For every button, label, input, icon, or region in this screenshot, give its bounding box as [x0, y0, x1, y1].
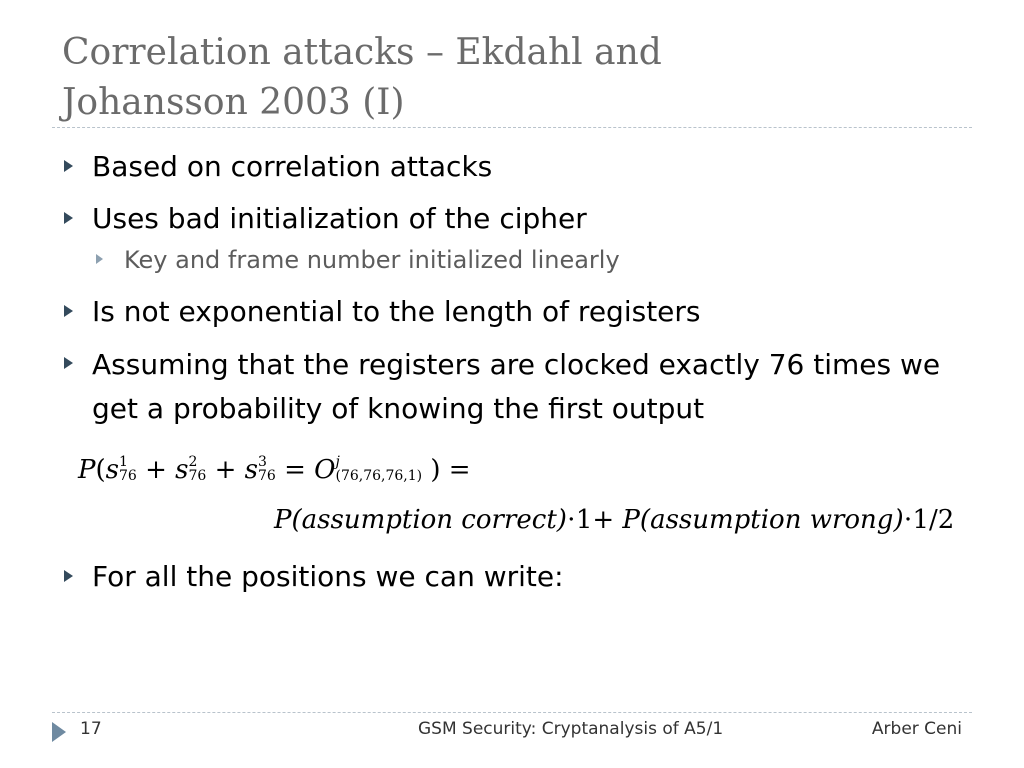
slide-title: Correlation attacks – Ekdahl and Johansson 2003 (I): [62, 32, 662, 123]
bullet-item: [62, 198, 962, 239]
math-symbol: s: [105, 455, 119, 485]
math-superscript: 2: [188, 454, 198, 470]
math-symbol: ⋅1+: [566, 505, 615, 535]
footer-author: Arber Ceni: [871, 719, 962, 739]
math-symbol: ⋅1/2: [903, 505, 955, 535]
math-symbol: =: [284, 455, 306, 485]
bullet-triangle-icon: [64, 357, 73, 369]
math-symbol: +: [145, 455, 167, 485]
bullet-item: [62, 146, 962, 187]
math-subscript: 76: [188, 468, 207, 484]
sub-bullet-triangle-icon: [96, 254, 103, 264]
math-superscript: 1: [119, 454, 128, 470]
bullet-text: Is not exponential to the length of registers: [92, 295, 701, 328]
sub-bullet-text: Key and frame number initialized linearly: [124, 246, 620, 274]
bullet-item: [62, 343, 962, 431]
math-superscript: 3: [258, 454, 267, 470]
footer-triangle-icon: [52, 722, 66, 742]
footer-title: GSM Security: Cryptanalysis of A5/1: [418, 719, 724, 739]
math-subscript: 76: [258, 468, 276, 484]
footer-divider: [52, 712, 972, 713]
page-number: 17: [80, 719, 102, 739]
math-argument: (assumption correct): [291, 505, 567, 535]
math-symbol: O: [314, 455, 336, 485]
bullet-text: Uses bad initialization of the cipher: [92, 202, 587, 235]
title-divider: [52, 127, 972, 128]
bullet-triangle-icon: [64, 212, 73, 224]
bullet-text: Based on correlation attacks: [92, 150, 493, 183]
bullet-list-continued: [62, 556, 962, 597]
probability-equation-line1: [78, 455, 471, 485]
math-subscript: 76: [119, 468, 137, 484]
probability-equation-line2: [274, 505, 954, 535]
math-symbol: P: [274, 505, 292, 535]
math-symbol: +: [214, 455, 237, 485]
math-symbol: s: [175, 455, 189, 485]
bullet-item: [62, 291, 962, 332]
math-symbol: s: [244, 455, 258, 485]
bullet-item: [62, 556, 962, 597]
math-symbol: ) =: [430, 455, 471, 485]
sub-bullet-item: [62, 242, 962, 278]
math-symbol: P: [78, 455, 96, 485]
bullet-text: Assuming that the registers are clocked exactly 76 times we get a probability of knowing the first output: [92, 348, 941, 425]
math-symbol: (: [95, 455, 106, 485]
math-superscript: j: [335, 454, 340, 470]
math-argument: (assumption wrong): [639, 505, 904, 535]
bullet-triangle-icon: [64, 160, 73, 172]
bullet-list: [62, 146, 962, 431]
bullet-triangle-icon: [64, 305, 73, 317]
math-subscript: (76,76,76,1): [335, 468, 423, 484]
bullet-text: For all the positions we can write:: [92, 560, 564, 593]
math-symbol: P: [622, 505, 640, 535]
bullet-triangle-icon: [64, 570, 73, 582]
